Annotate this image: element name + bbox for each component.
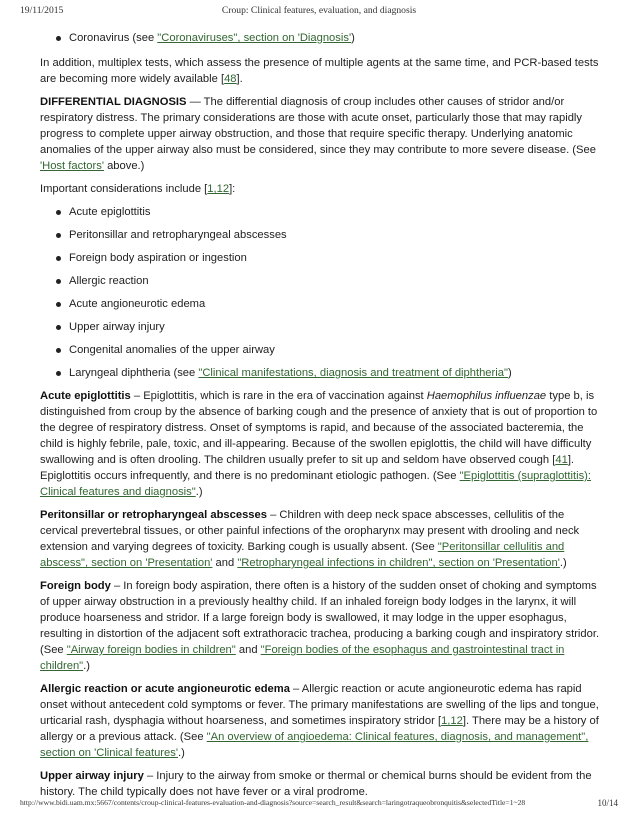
airway-foreign-bodies-link[interactable]: "Airway foreign bodies in children": [66, 644, 236, 656]
list-item: Allergic reaction: [40, 273, 600, 289]
diphtheria-link[interactable]: "Clinical manifestations, diagnosis and treatment of diphtheria": [198, 367, 508, 379]
subsection-heading: Foreign body: [40, 580, 111, 592]
epiglottitis-paragraph: Acute epiglottitis – Epiglottitis, which is rare in the era of vaccination against Haemophilus influenzae type b, is distinguished from croup by the absence of barking cough and the presence of anxiety that is out of proportion to the degree of respiratory distress. Onset of symptoms is rapid, and because of the associated bacteremia, the child is highly febrile, pale, toxic, and ill-appearing. Because of the swollen epiglottis, the child will have difficulty swallowing and is often drooling. The children usually prefer to sit up and seldom have observed cough [41]. Epiglottitis occurs infrequently, and there is no predominant etiologic pathogen. (See "Epiglottitis (supraglottitis): Clinical features and diagnosis".): [40, 390, 598, 498]
abscesses-paragraph: Peritonsillar or retropharyngeal abscesses – Children with deep neck space abscesses, cellulitis of the cervical prevertebral tissues, or other painful infections of the oropharynx may present with drooling and neck extension and varying degrees of toxicity. Barking cough is usually absent. (See "Peritonsillar cellulitis and abscess", section on 'Presentation' and "Retropharyngeal infections in children", section on 'Presentation'.): [40, 509, 580, 569]
injury-paragraph: Upper airway injury – Injury to the airway from smoke or thermal or chemical burns should be evident from the history. The child typically does not have fever or a viral prodrome.: [40, 770, 592, 798]
reference-link[interactable]: 48: [224, 73, 237, 85]
pathogen-list: [40, 30, 600, 46]
angioedema-link[interactable]: "An overview of angioedema: Clinical features, diagnosis, and management", section on 'Clinical features': [40, 731, 589, 759]
print-title: Croup: Clinical features, evaluation, and diagnosis: [221, 5, 417, 16]
coronaviruses-link[interactable]: "Coronaviruses", section on 'Diagnosis': [157, 32, 352, 44]
list-item: Acute angioneurotic edema: [40, 296, 600, 312]
article-body: [40, 30, 600, 807]
list-item: Acute epiglottitis: [40, 204, 600, 220]
host-factors-link[interactable]: 'Host factors': [40, 160, 104, 172]
print-footer: [0, 798, 638, 812]
section-heading: DIFFERENTIAL DIAGNOSIS: [40, 96, 187, 108]
list-item: Upper airway injury: [40, 319, 600, 335]
print-date: 19/11/2015: [20, 5, 64, 16]
subsection-heading: Acute epiglottitis: [40, 390, 131, 402]
multiplex-paragraph: In addition, multiplex tests, which assess the presence of multiple agents at the same time, and PCR-based tests are becoming more widely available [48].: [40, 57, 599, 85]
subsection-heading: Allergic reaction or acute angioneurotic edema: [40, 683, 290, 695]
retropharyngeal-link[interactable]: "Retropharyngeal infections in children", section on 'Presentation': [237, 557, 560, 569]
page-url: http://www.bidi.uam.mx:5667/contents/croup-clinical-features-evaluation-and-diagnosis?source=search_result&search=laringotraqueobronquitis&selectedTitle=1~28: [20, 798, 526, 807]
list-item: Foreign body aspiration or ingestion: [40, 250, 600, 266]
print-header: [0, 5, 638, 19]
epiglottitis-link[interactable]: "Epiglottitis (supraglottitis): Clinical features and diagnosis": [40, 470, 592, 498]
differential-paragraph: DIFFERENTIAL DIAGNOSIS — The differential diagnosis of croup includes other causes of stridor and/or respiratory distress. The primary considerations are those with acute onset, particularly those that may rapidly progress to complete upper airway obstruction, and those that require specific therapy. Underlying anatomic anomalies of the upper airway also must be considered, since they may contribute to more severe disease. (See 'Host factors' above.): [40, 96, 596, 172]
reference-link[interactable]: 1,12: [207, 183, 230, 195]
important-paragraph: Important considerations include [1,12]:: [40, 183, 236, 195]
page-number: 10/14: [597, 798, 618, 808]
peritonsillar-link[interactable]: "Peritonsillar cellulitis and abscess", section on 'Presentation': [40, 541, 565, 569]
subsection-heading: Peritonsillar or retropharyngeal abscesses: [40, 509, 267, 521]
list-item: Peritonsillar and retropharyngeal abscesses: [40, 227, 600, 243]
reference-link[interactable]: 41: [555, 454, 568, 466]
list-item: Congenital anomalies of the upper airway: [40, 342, 600, 358]
foreign-body-paragraph: Foreign body – In foreign body aspiration, there often is a history of the sudden onset of choking and symptoms of upper airway obstruction in a previously healthy child. If an inhaled foreign body lodges in the larynx, it will produce hoarseness and stridor. If a large foreign body is swallowed, it may lodge in the upper esophagus, resulting in distortion of the adjacent soft extrathoracic trachea, producing a barking cough and inspiratory stridor. (See "Airway foreign bodies in children" and "Foreign bodies of the esophagus and gastrointestinal tract in children".): [40, 580, 600, 672]
allergic-paragraph: Allergic reaction or acute angioneurotic edema – Allergic reaction or acute angioneurotic edema has rapid onset without antecedent cold symptoms or fever. The primary manifestations are swelling of the lips and tongue, urticarial rash, dysphagia without hoarseness, and sometimes inspiratory stridor [1,12]. There may be a history of allergy or a previous attack. (See "An overview of angioedema: Clinical features, diagnosis, and management", section on 'Clinical features'.): [40, 683, 599, 759]
list-item: Laryngeal diphtheria (see "Clinical manifestations, diagnosis and treatment of diphtheria"): [40, 365, 600, 381]
reference-link[interactable]: 1,12: [441, 715, 463, 727]
esophagus-foreign-bodies-link[interactable]: "Foreign bodies of the esophagus and gastrointestinal tract in children": [40, 644, 565, 672]
subsection-heading: Upper airway injury: [40, 770, 144, 782]
considerations-list: [40, 204, 600, 381]
list-item: Coronavirus (see "Coronaviruses", section on 'Diagnosis'): [40, 30, 600, 46]
